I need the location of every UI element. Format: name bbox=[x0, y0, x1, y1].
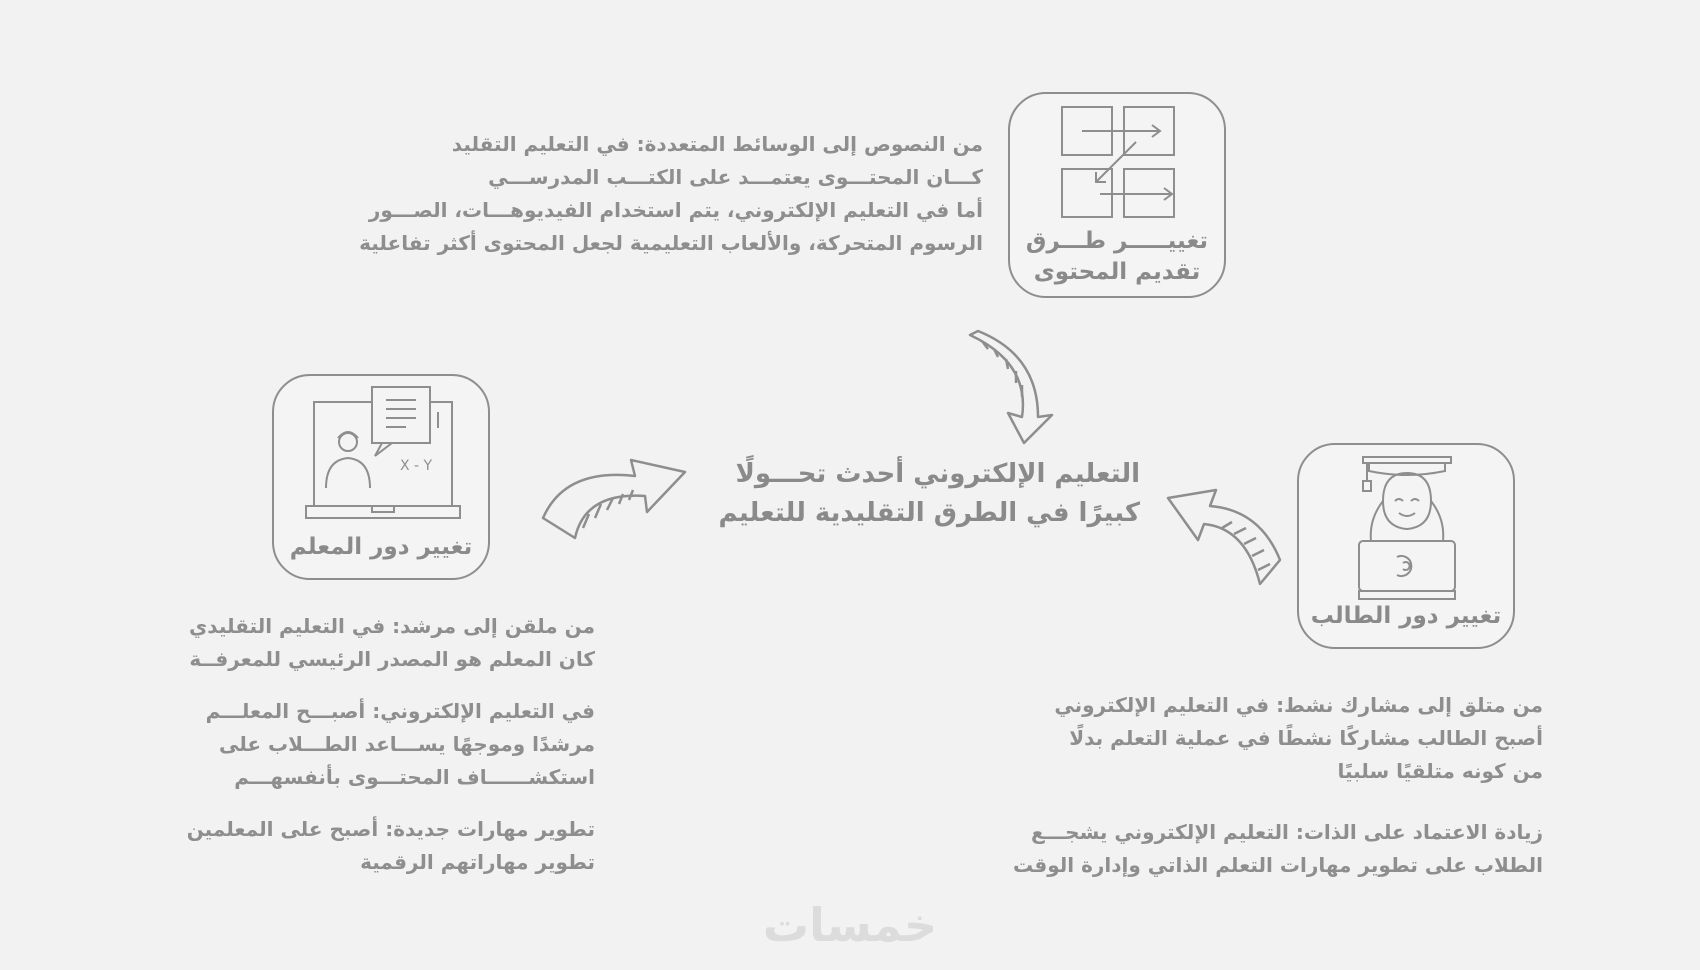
content-text-line: كـــان المحتـــوى يعتمـــد على الكتـــب المدرســـي bbox=[488, 165, 983, 189]
central-line-1: التعليم الإلكتروني أحدث تحـــولًا bbox=[735, 459, 1140, 489]
content-text-line: الرسوم المتحركة، والألعاب التعليمية لجعل المحتوى أكثر تفاعلية bbox=[359, 231, 983, 255]
student-text-line: من كونه متلقيًا سلبيًا bbox=[1337, 759, 1543, 783]
teacher-text-line: استكشــــــاف المحتـــوى بأنفسهـــم bbox=[234, 765, 595, 789]
teacher-description bbox=[140, 610, 595, 879]
teacher-paragraph-2 bbox=[140, 695, 595, 794]
curved-arrow-icon bbox=[960, 325, 1070, 450]
curved-arrow-icon bbox=[1160, 480, 1290, 590]
content-card-title-line-2: تقديم المحتوى bbox=[1033, 259, 1201, 285]
teacher-text-line: مرشدًا وموجهًا يســـاعد الطـــلاب على bbox=[218, 732, 595, 756]
content-description bbox=[280, 128, 983, 260]
curved-arrow-icon bbox=[535, 438, 695, 553]
teacher-text-line: في التعليم الإلكتروني: أصبـــح المعلـــم bbox=[205, 699, 595, 723]
student-description bbox=[960, 689, 1543, 882]
brand-logo: خمسات bbox=[762, 898, 938, 952]
central-line-2: كبيرًا في الطرق التقليدية للتعليم bbox=[718, 498, 1140, 528]
teacher-paragraph-1 bbox=[140, 610, 595, 676]
student-role-card bbox=[1297, 443, 1515, 649]
student-text-line: أصبح الطالب مشاركًا نشطًا في عملية التعلم بدلًا bbox=[1069, 726, 1543, 750]
student-paragraph-2 bbox=[960, 816, 1543, 882]
student-text-line: من متلق إلى مشارك نشط: في التعليم الإلكتروني bbox=[1054, 693, 1543, 717]
content-text-line: أما في التعليم الإلكتروني، يتم استخدام الفيديوهـــات، الصـــور bbox=[368, 198, 983, 222]
teacher-text-line: تطوير مهاراتهم الرقمية bbox=[360, 850, 595, 874]
student-text-line: الطلاب على تطوير مهارات التعلم الذاتي وإدارة الوقت bbox=[1012, 853, 1543, 877]
teacher-board-text: X - Y bbox=[399, 458, 433, 474]
content-delivery-card bbox=[1008, 92, 1226, 298]
central-statement bbox=[700, 455, 1140, 533]
teacher-card-title: تغيير دور المعلم bbox=[289, 534, 473, 560]
teacher-role-card bbox=[272, 374, 490, 580]
teacher-paragraph-3 bbox=[140, 813, 595, 879]
teacher-text-line: من ملقن إلى مرشد: في التعليم التقليدي bbox=[188, 614, 595, 638]
student-paragraph-1 bbox=[960, 689, 1543, 788]
teacher-text-line: كان المعلم هو المصدر الرئيسي للمعرفــة bbox=[189, 647, 595, 671]
student-text-line: زيادة الاعتماد على الذات: التعليم الإلكتروني يشجـــع bbox=[1030, 820, 1543, 844]
content-card-title bbox=[1010, 226, 1224, 288]
content-card-title-line-1: تغييـــــر طـــرق bbox=[1025, 228, 1209, 254]
content-text-line: من النصوص إلى الوسائط المتعددة: في التعليم التقليد bbox=[451, 132, 983, 156]
teacher-text-line: تطوير مهارات جديدة: أصبح على المعلمين bbox=[186, 817, 595, 841]
student-card-title: تغيير دور الطالب bbox=[1310, 603, 1502, 629]
